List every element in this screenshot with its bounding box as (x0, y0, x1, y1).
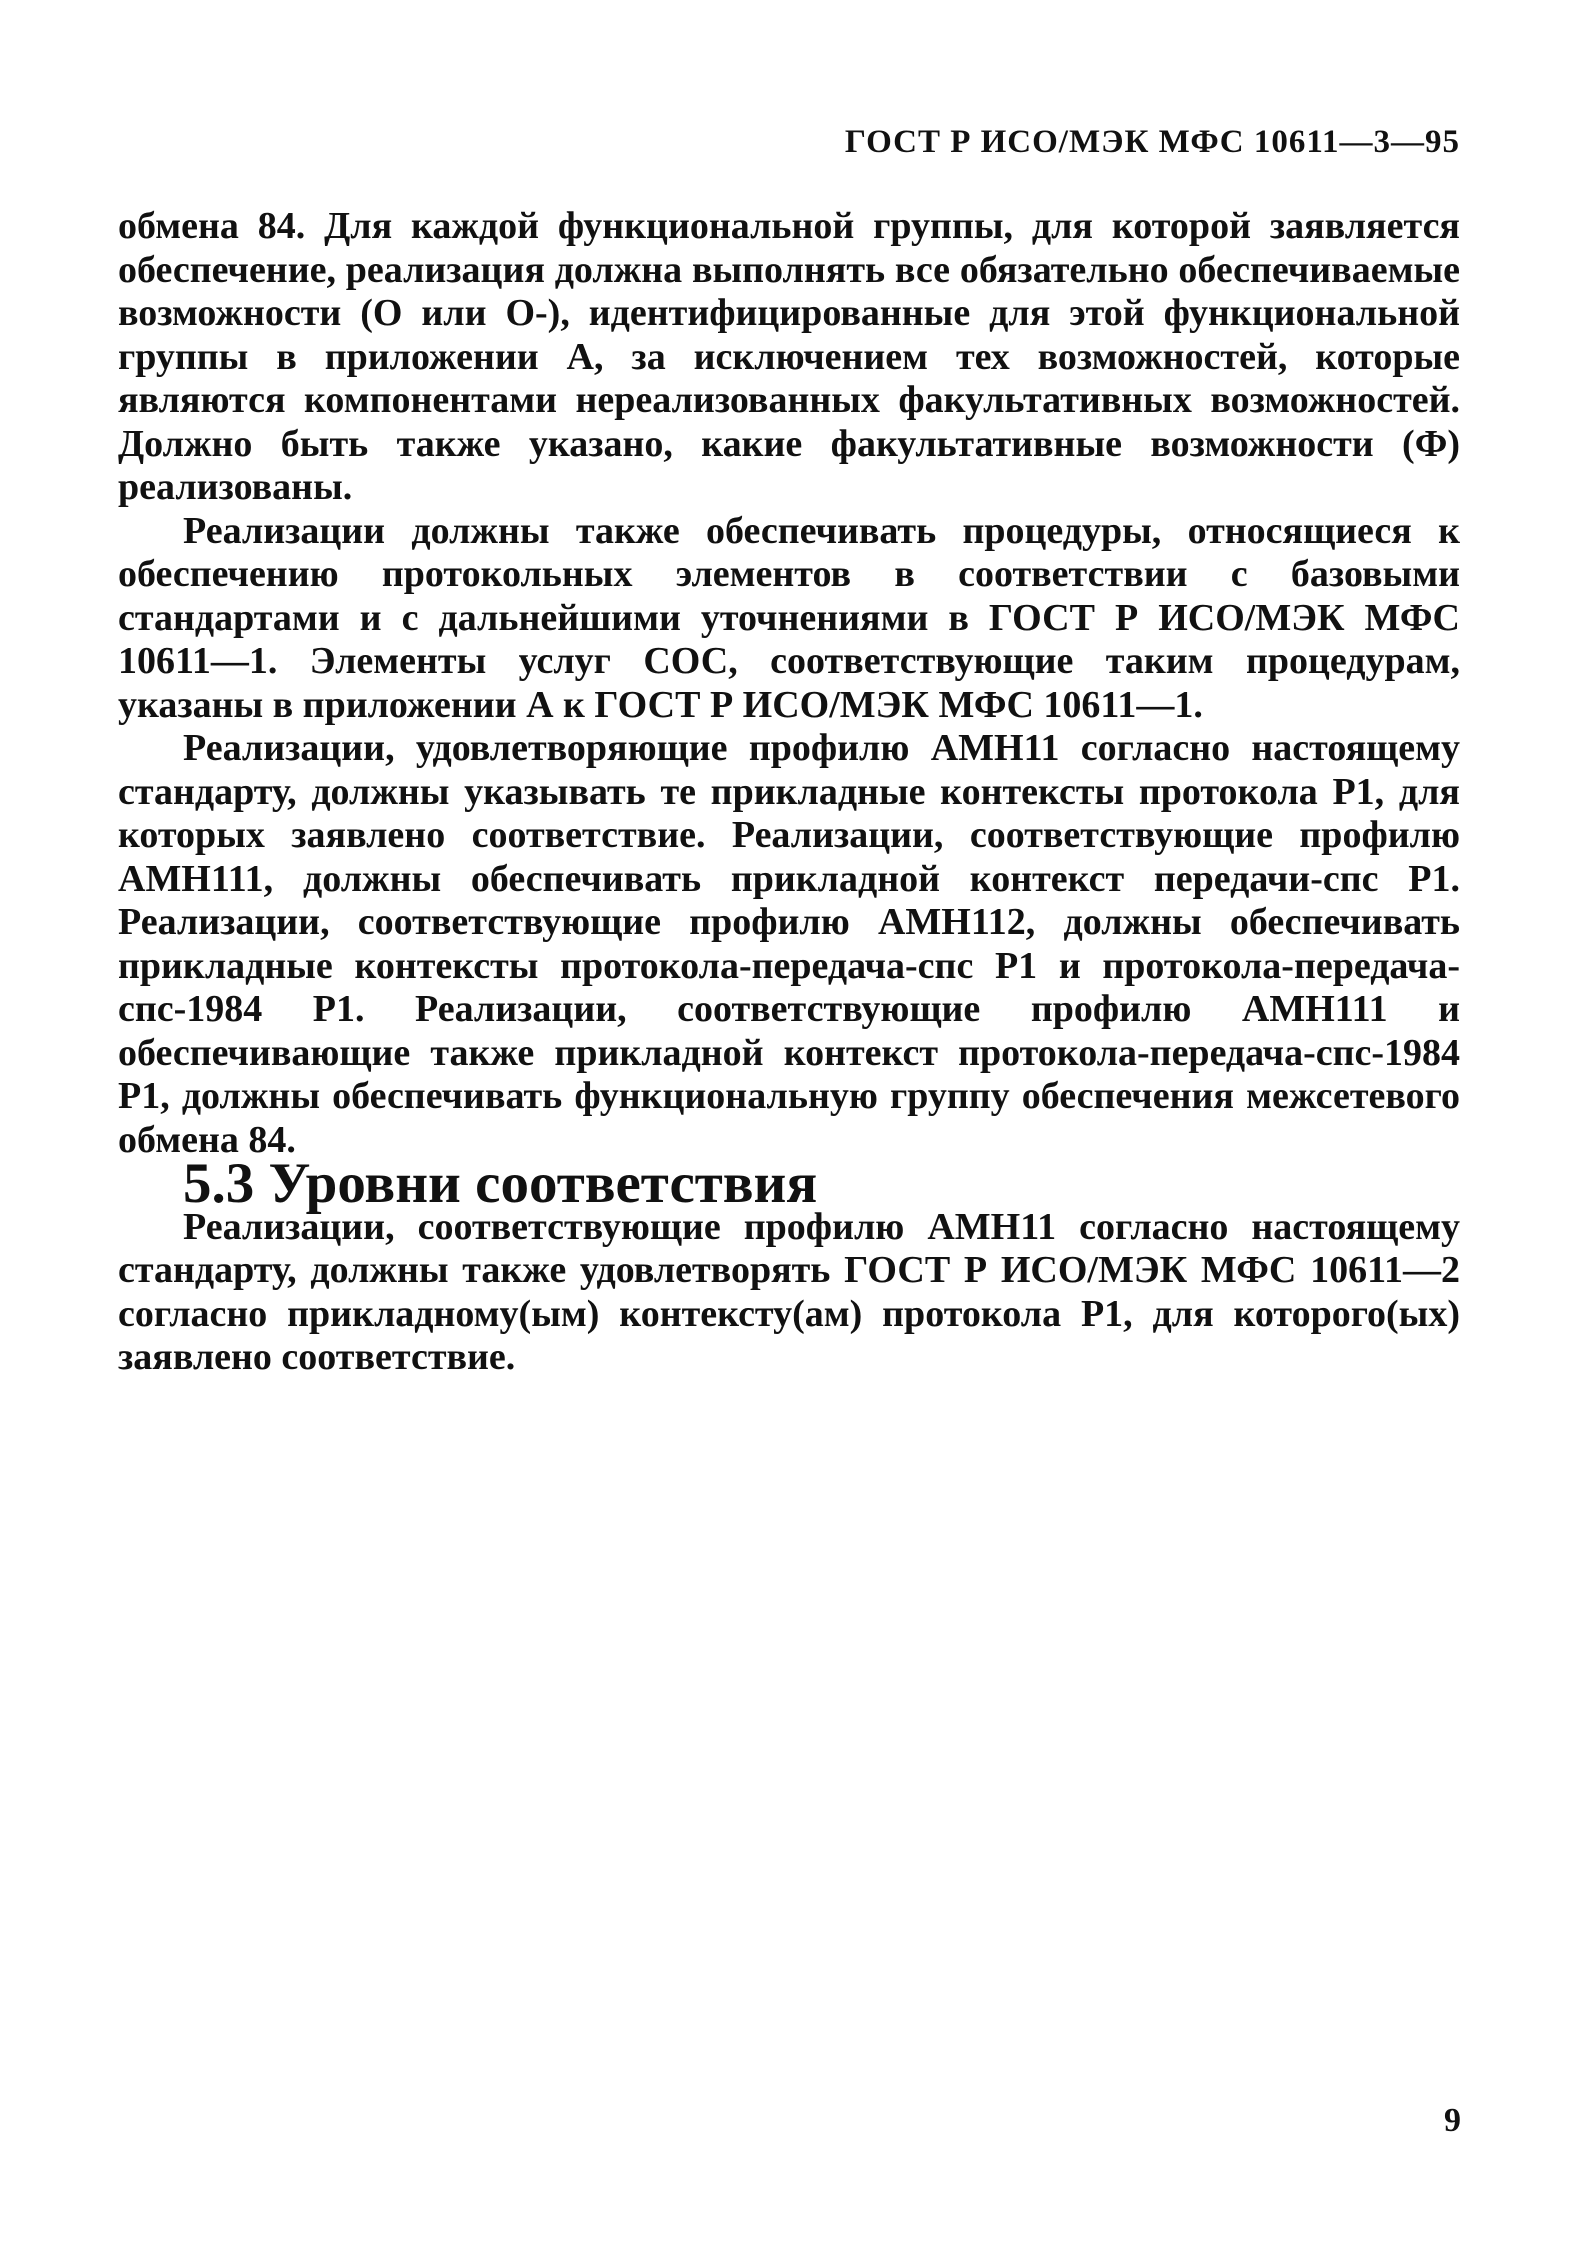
paragraph-application-contexts: Реализации, удовлетворяющие профилю АМН11 согласно настоящему стандарту, должны указывать те прикладные контексты протокола Р1, для которых заявлено соответствие. Реализации, соответствующие профилю АМН111, должны обеспечивать прикладной контекст передачи-спс Р1. Реализации, соответствующие профилю АМН112, должны обеспечивать прикладные контексты протокола-передача-спс Р1 и протокола-передача-спс-1984 Р1. Реализации, соответствующие профилю АМН111 и обеспечивающие также прикладной контекст протокола-передача-спс-1984 Р1, должны обеспечивать функциональную группу обеспечения межсетевого обмена 84. (118, 727, 1460, 1161)
paragraph-conformance-levels: Реализации, соответствующие профилю АМН11 согласно настоящему стандарту, должны также удовлетворять ГОСТ Р ИСО/МЭК МФС 10611—2 согласно прикладному(ым) контексту(ам) протокола Р1, для которого(ых) заявлено соответствие. (118, 1205, 1460, 1378)
page-number: 9 (1444, 2102, 1461, 2139)
paragraph-procedures: Реализации должны также обеспечивать процедуры, относящиеся к обеспечению протокольных элементов в соответствии с базовыми стандартами и с дальнейшими уточнениями в ГОСТ Р ИСО/МЭК МФС 10611—1. Элементы услуг СОС, соответствующие таким процедурам, указаны в приложении А к ГОСТ Р ИСО/МЭК МФС 10611—1. (118, 509, 1460, 726)
body-text (118, 205, 1460, 1380)
running-header: ГОСТ Р ИСО/МЭК МФС 10611—3—95 (844, 124, 1460, 160)
section-heading: 5.3 Уровни соответствия (183, 1152, 818, 1215)
paragraph-continuation: обмена 84. Для каждой функциональной группы, для которой заявляется обеспечение, реализация должна выполнять все обязательно обеспечиваемые возможности (О или О-), идентифицированные для этой функциональной группы в приложении А, за исключением тех возможностей, которые являются компонентами нереализованных факультативных возможностей. Должно быть также указано, какие факультативные возможности (Ф) реализованы. (118, 205, 1460, 508)
